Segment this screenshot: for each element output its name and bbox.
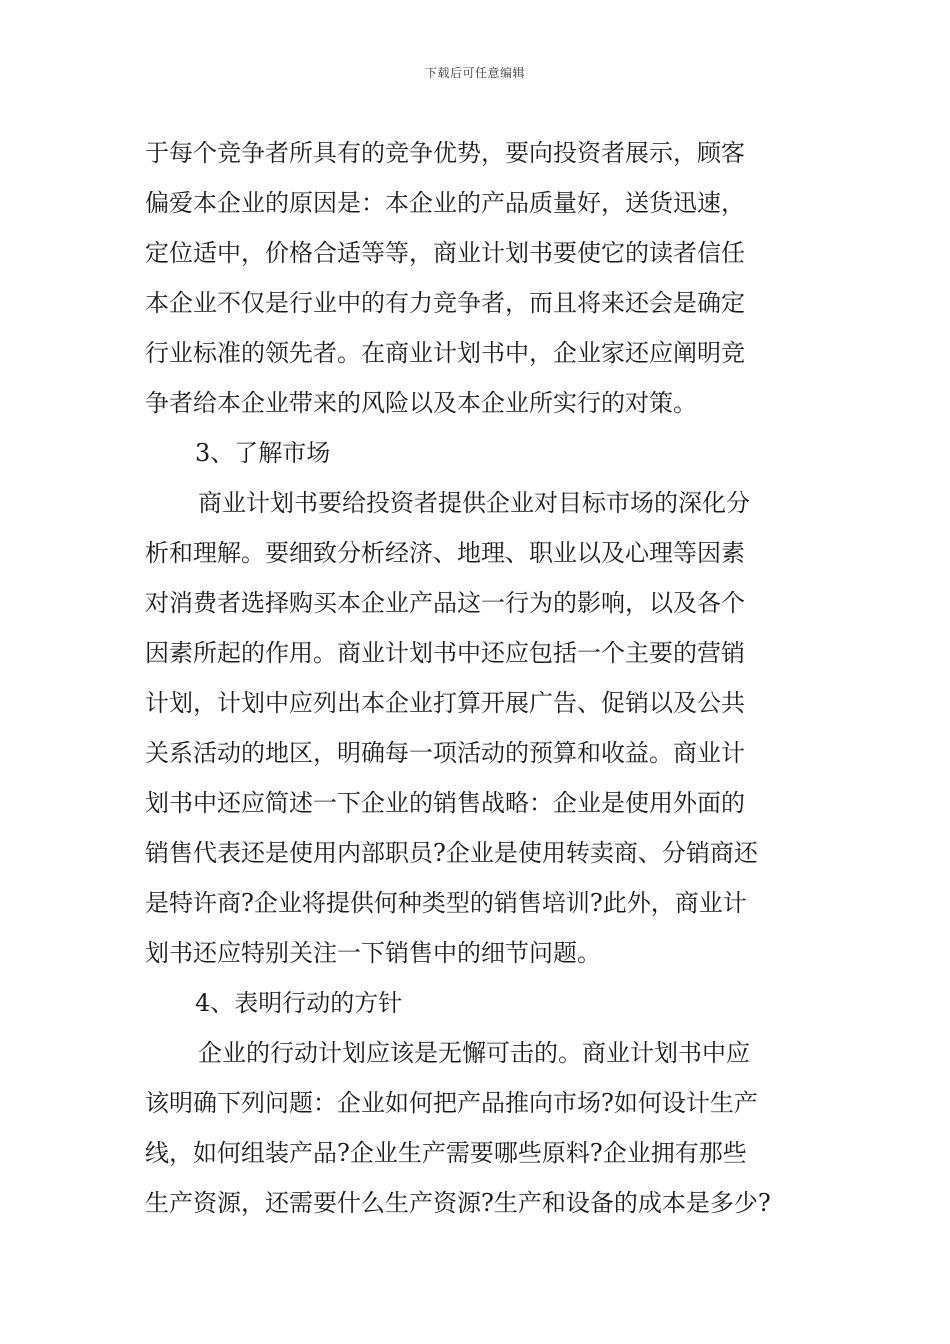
text-line: 划书还应特别关注一下销售中的细节问题。 bbox=[145, 939, 601, 967]
text-line: 生产资源，还需要什么生产资源?生产和设备的成本是多少? bbox=[145, 1189, 771, 1217]
text-line: 因素所起的作用。商业计划书中还应包括一个主要的营销 bbox=[145, 639, 745, 667]
text-line: 行业标准的领先者。在商业计划书中，企业家还应阐明竞 bbox=[145, 339, 745, 367]
text-line: 偏爱本企业的原因是：本企业的产品质量好，送货迅速， bbox=[145, 189, 745, 217]
page-header-note: 下载后可任意编辑 bbox=[424, 66, 525, 80]
text-line: 定位适中，价格合适等等，商业计划书要使它的读者信任 bbox=[145, 239, 745, 267]
text-line: 计划，计划中应列出本企业打算开展广告、促销以及公共 bbox=[145, 689, 745, 717]
text-line: 本企业不仅是行业中的有力竞争者，而且将来还会是确定 bbox=[145, 289, 745, 317]
paragraph-first-line: 企业的行动计划应该是无懈可击的。商业计划书中应 bbox=[198, 1039, 750, 1067]
text-line: 该明确下列问题：企业如何把产品推向市场?如何设计生产 bbox=[145, 1089, 758, 1117]
text-line: 析和理解。要细致分析经济、地理、职业以及心理等因素 bbox=[145, 539, 745, 567]
document-body bbox=[145, 128, 825, 1228]
text-line: 线，如何组装产品?企业生产需要哪些原料?企业拥有那些 bbox=[145, 1139, 747, 1167]
section-heading-understand-market: 3、了解市场 bbox=[195, 439, 331, 467]
text-line: 关系活动的地区，明确每一项活动的预算和收益。商业计 bbox=[145, 739, 745, 767]
text-line: 是特许商?企业将提供何种类型的销售培训?此外，商业计 bbox=[145, 889, 747, 917]
section-heading-action-policy: 4、表明行动的方针 bbox=[195, 989, 403, 1017]
text-line: 于每个竞争者所具有的竞争优势，要向投资者展示，顾客 bbox=[145, 139, 745, 167]
text-line: 销售代表还是使用内部职员?企业是使用转卖商、分销商还 bbox=[145, 839, 758, 867]
text-line: 划书中还应简述一下企业的销售战略：企业是使用外面的 bbox=[145, 789, 745, 817]
text-line: 争者给本企业带来的风险以及本企业所实行的对策。 bbox=[145, 389, 697, 417]
text-line: 对消费者选择购买本企业产品这一行为的影响，以及各个 bbox=[145, 589, 745, 617]
paragraph-first-line: 商业计划书要给投资者提供企业对目标市场的深化分 bbox=[198, 489, 750, 517]
